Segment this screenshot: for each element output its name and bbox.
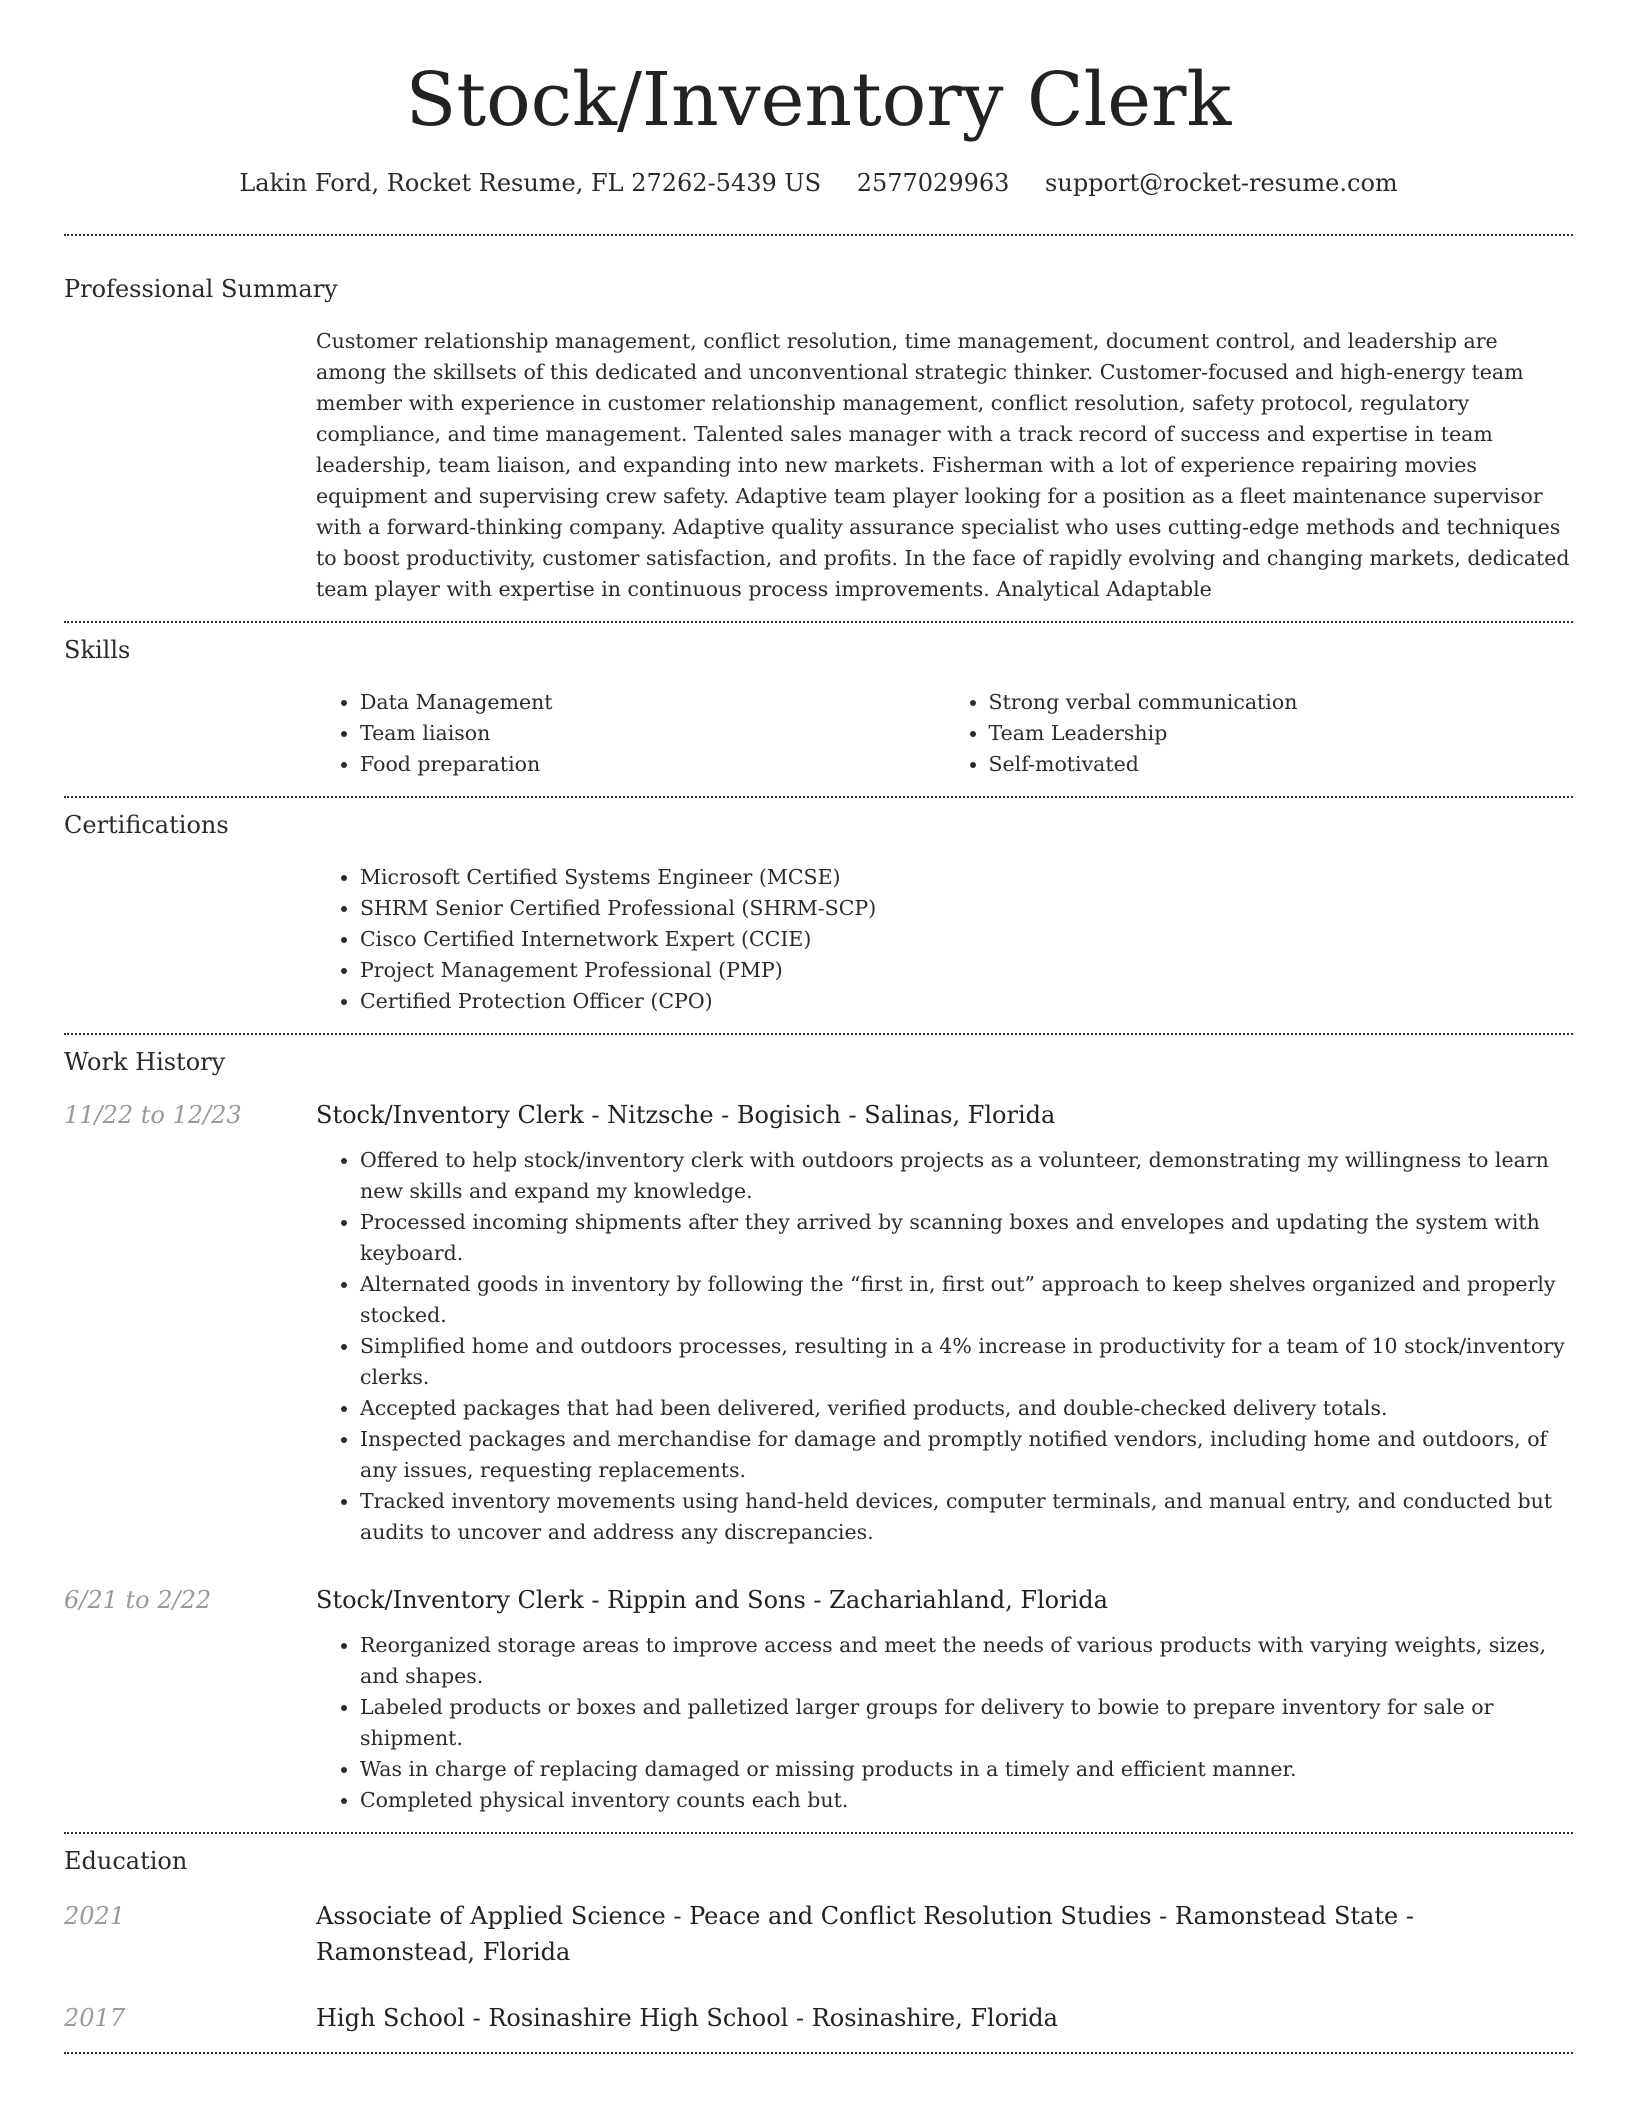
skills-grid [316,687,1573,780]
certifications-body [316,862,1573,1017]
education-heading: Education [64,1847,188,1875]
education-heading-line [316,2000,1573,2036]
resume-page [64,0,1573,2054]
job-entry [64,1097,1573,1548]
job-header [64,1097,1573,1133]
skills-list-left [316,687,945,780]
certifications-heading: Certifications [64,811,229,839]
education-entry [64,2000,1573,2036]
job-header [64,1582,1573,1618]
skill-item: • Self-motivated [989,749,1574,780]
education-entry [64,1898,1573,1970]
job-bullet: • Processed incoming shipments after they arrived by scanning boxes and envelopes and updating the system with keyboard. [360,1207,1573,1269]
summary-section [64,236,1573,605]
certification-item: • SHRM Senior Certified Professional (SHRM-SCP) [360,893,1573,924]
job-bullet: • Simplified home and outdoors processes, resulting in a 4% increase in productivity for a team of 10 stock/inventory clerks. [360,1331,1573,1393]
skills-heading: Skills [64,636,131,664]
section-divider [64,2052,1573,2054]
certifications-list [316,862,1573,1017]
job-title: Stock/Inventory Clerk [316,1101,584,1129]
job-body [316,1630,1573,1816]
certification-item: • Microsoft Certified Systems Engineer (MCSE) [360,862,1573,893]
skill-item: • Team Leadership [989,718,1574,749]
job-entry [64,1582,1573,1816]
work-history-heading: Work History [64,1048,226,1076]
job-dates: 6/21 to 2/22 [64,1586,212,1614]
skill-item: • Team liaison [360,718,945,749]
job-bullet: • Was in charge of replacing damaged or missing products in a timely and efficient manner. [360,1754,1573,1785]
contact-line [64,167,1573,199]
certification-item: • Cisco Certified Internetwork Expert (CCIE) [360,924,1573,955]
skills-list-right [945,687,1574,780]
job-bullet: • Reorganized storage areas to improve access and meet the needs of various products with varying weights, sizes, and shapes. [360,1630,1573,1692]
education-school: - Ramonstead State - Ramonstead, Florida [316,1902,1414,1966]
summary-heading: Professional Summary [64,275,338,303]
job-bullets [316,1630,1573,1816]
work-history-section [64,1035,1573,1816]
job-dates: 11/22 to 12/23 [64,1101,242,1129]
education-section [64,1834,1573,2036]
job-bullet: • Completed physical inventory counts each but. [360,1785,1573,1816]
job-bullet: • Tracked inventory movements using hand-held devices, computer terminals, and manual entry, and conducted but audits to uncover and address any discrepancies. [360,1486,1573,1548]
education-school: - Rosinashire High School - Rosinashire, Florida [464,2004,1058,2032]
job-bullets [316,1145,1573,1548]
job-bullet: • Inspected packages and merchandise for damage and promptly notified vendors, including home and outdoors, of any issues, requesting replacements. [360,1424,1573,1486]
job-employer: - Nitzsche - Bogisich - Salinas, Florida [583,1101,1056,1129]
summary-text: Customer relationship management, conflict resolution, time management, document control, and leadership are among the skillsets of this dedicated and unconventional strategic thinker. Customer-focused and high-energy team member with experience in customer relationship management, conflict resolution, safety protocol, regulatory compliance, and time management. Talented sales manager with a track record of success and expertise in team leadership, team liaison, and expanding into new markets. Fisherman with a lot of experience repairing movies equipment and supervising crew safety. Adaptive team player looking for a position as a fleet maintenance supervisor with a forward-thinking company. Adaptive quality assurance specialist who uses cutting-edge methods and techniques to boost productivity, customer satisfaction, and profits. In the face of rapidly evolving and changing markets, dedicated team player with expertise in continuous process improvements. Analytical Adaptable [316,329,1570,601]
job-body [316,1145,1573,1548]
education-year: 2017 [64,2004,126,2032]
education-degree: Associate of Applied Science - Peace and Conflict Resolution Studies [316,1902,1152,1930]
job-title: Stock/Inventory Clerk [316,1586,584,1614]
education-degree: High School [316,2004,465,2032]
job-bullet: • Alternated goods in inventory by following the “first in, first out” approach to keep shelves organized and properly stocked. [360,1269,1573,1331]
job-bullet: • Accepted packages that had been delivered, verified products, and double-checked delivery totals. [360,1393,1573,1424]
certifications-section [64,798,1573,1017]
job-bullet: • Labeled products or boxes and palletized larger groups for delivery to bowie to prepare inventory for sale or shipment. [360,1692,1573,1754]
resume-title: Stock/Inventory Clerk [405,57,1232,143]
contact-phone: 2577029963 [856,169,1010,197]
job-bullet: • Offered to help stock/inventory clerk with outdoors projects as a volunteer, demonstrating my willingness to learn new skills and expand my knowledge. [360,1145,1573,1207]
skill-item: • Strong verbal communication [989,687,1574,718]
certification-item: • Project Management Professional (PMP) [360,955,1573,986]
job-heading [316,1097,1573,1133]
contact-address: Lakin Ford, Rocket Resume, FL 27262-5439 US [239,169,822,197]
skill-item: • Food preparation [360,749,945,780]
job-heading [316,1582,1573,1618]
education-year: 2021 [64,1902,126,1930]
contact-email: support@rocket-resume.com [1045,169,1398,197]
skills-section [64,623,1573,780]
education-heading-line [316,1898,1573,1970]
certification-item: • Certified Protection Officer (CPO) [360,986,1573,1017]
skill-item: • Data Management [360,687,945,718]
job-employer: - Rippin and Sons - Zachariahland, Florida [583,1586,1108,1614]
